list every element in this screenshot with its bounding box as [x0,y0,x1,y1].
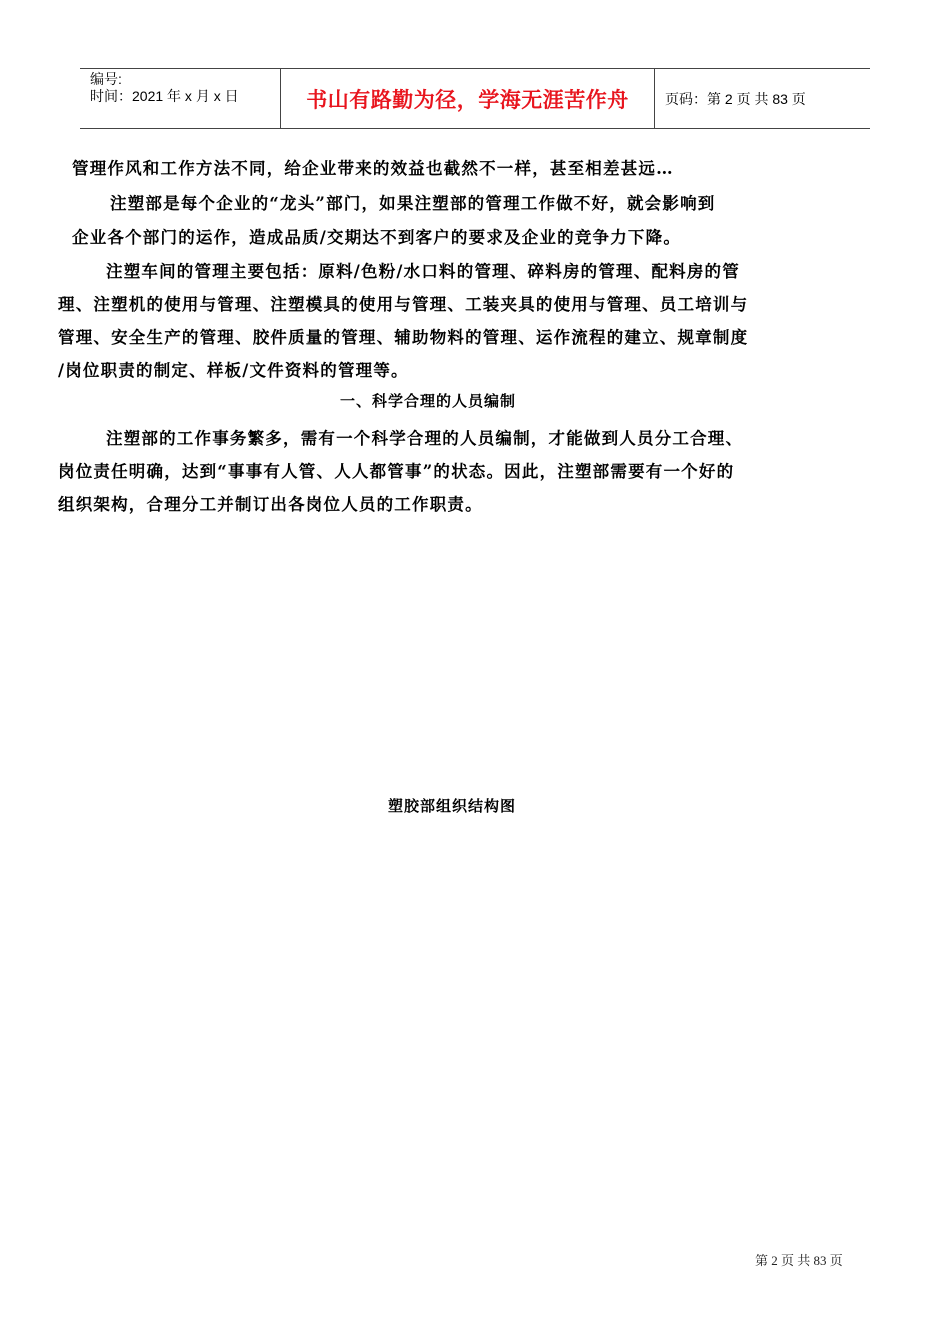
paragraph-line: 管理作风和工作方法不同，给企业带来的效益也截然不一样，甚至相差甚远… [72,159,674,178]
org-chart-title: 塑胶部组织结构图 [388,797,517,815]
header-motto: 书山有路勤为径，学海无涯苦作舟 [281,69,655,128]
footer-page-number: 第 2 页 共 83 页 [755,1253,843,1268]
header-page-number: 页码：第 2 页 共 83 页 [665,90,806,107]
paragraph-line: 岗位责任明确，达到“事事有人管、人人都管事”的状态。因此，注塑部需要有一个好的 [58,462,735,481]
paragraph-line: 管理、安全生产的管理、胶件质量的管理、辅助物料的管理、运作流程的建立、规章制度 [58,328,749,347]
paragraph-line: 组织架构，合理分工并制订出各岗位人员的工作职责。 [58,495,483,514]
paragraph-line: 理、注塑机的使用与管理、注塑模具的使用与管理、工装夹具的使用与管理、员工培训与 [58,295,749,314]
header-meta [80,69,281,128]
paragraph-line: 注塑部是每个企业的“龙头”部门，如果注塑部的管理工作做不好，就会影响到 [110,194,716,213]
paragraph-line: /岗位职责的制定、样板/文件资料的管理等。 [58,361,409,380]
page-header [80,68,870,129]
paragraph-line: 企业各个部门的运作，造成品质/交期达不到客户的要求及企业的竞争力下降。 [72,228,682,247]
paragraph-line: 注塑部的工作事务繁多，需有一个科学合理的人员编制，才能做到人员分工合理、 [106,429,744,448]
section-heading: 一、科学合理的人员编制 [340,392,517,410]
paragraph-line: 注塑车间的管理主要包括：原料/色粉/水口料的管理、碎料房的管理、配料房的管 [106,262,740,281]
document-number-label: 编号: [90,71,122,87]
document-date-label: 时间：2021 年 x 月 x 日 [90,88,239,104]
